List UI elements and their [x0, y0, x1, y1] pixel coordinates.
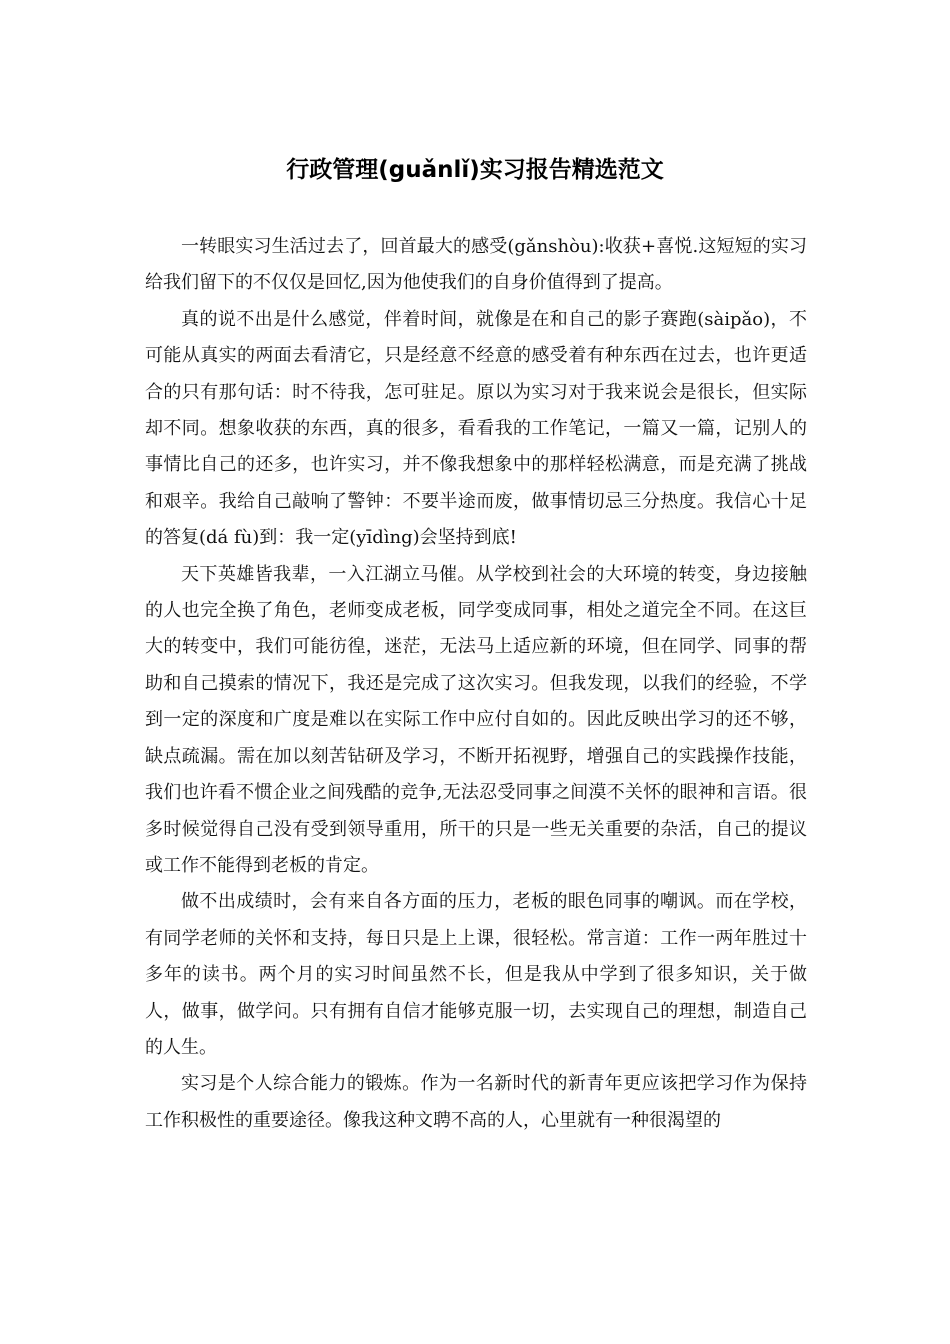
document-body — [145, 229, 807, 1139]
document-title: 行政管理(guǎnlǐ)实习报告精选范文 — [286, 157, 664, 183]
paragraph-3: 天下英雄皆我辈，一入江湖立马催。从学校到社会的大环境的转变，身边接触的人也完全换了角色，老师变成老板，同学变成同事，相处之道完全不同。在这巨大的转变中，我们可能彷徨，迷茫，无法马上适应新的环境，但在同学、同事的帮助和自己摸索的情况下，我还是完成了这次实习。但我发现，以我们的经验，不学到一定的深度和广度是难以在实际工作中应付自如的。因此反映出学习的还不够，缺点疏漏。需在加以刻苦钻研及学习，不断开拓视野，增强自己的实践操作技能，我们也许看不惯企业之间残酷的竞争,无法忍受同事之间漠不关怀的眼神和言语。很多时候觉得自己没有受到领导重用，所干的只是一些无关重要的杂活，自己的提议或工作不能得到老板的肯定。 — [145, 563, 807, 876]
paragraph-1: 一转眼实习生活过去了，回首最大的感受(gǎnshòu):收获+喜悦.这短短的实习给我们留下的不仅仅是回忆,因为他使我们的自身价值得到了提高。 — [145, 236, 807, 294]
paragraph-4: 做不出成绩时，会有来自各方面的压力，老板的眼色同事的嘲讽。而在学校，有同学老师的关怀和支持，每日只是上上课，很轻松。常言道：工作一两年胜过十多年的读书。两个月的实习时间虽然不长，但是我从中学到了很多知识，关于做人，做事，做学问。只有拥有自信才能够克服一切，去实现自己的理想，制造自己的人生。 — [145, 891, 807, 1058]
paragraph-2: 真的说不出是什么感觉，伴着时间，就像是在和自己的影子赛跑(sàipǎo)，不可能从真实的两面去看清它，只是经意不经意的感受着有种东西在过去，也许更适合的只有那句话：时不待我，怎可驻足。原以为实习对于我来说会是很长，但实际却不同。想象收获的东西，真的很多，看看我的工作笔记，一篇又一篇，记别人的事情比自己的还多，也许实习，并不像我想象中的那样轻松满意，而是充满了挑战和艰辛。我给自己敲响了警钟：不要半途而废，做事情切忌三分热度。我信心十足的答复(dá fù)到：我一定(yīdìng)会坚持到底! — [145, 308, 807, 549]
paragraph-5: 实习是个人综合能力的锻炼。作为一名新时代的新青年更应该把学习作为保持工作积极性的重要途径。像我这种文聘不高的人，心里就有一种很渴望的 — [145, 1073, 807, 1131]
